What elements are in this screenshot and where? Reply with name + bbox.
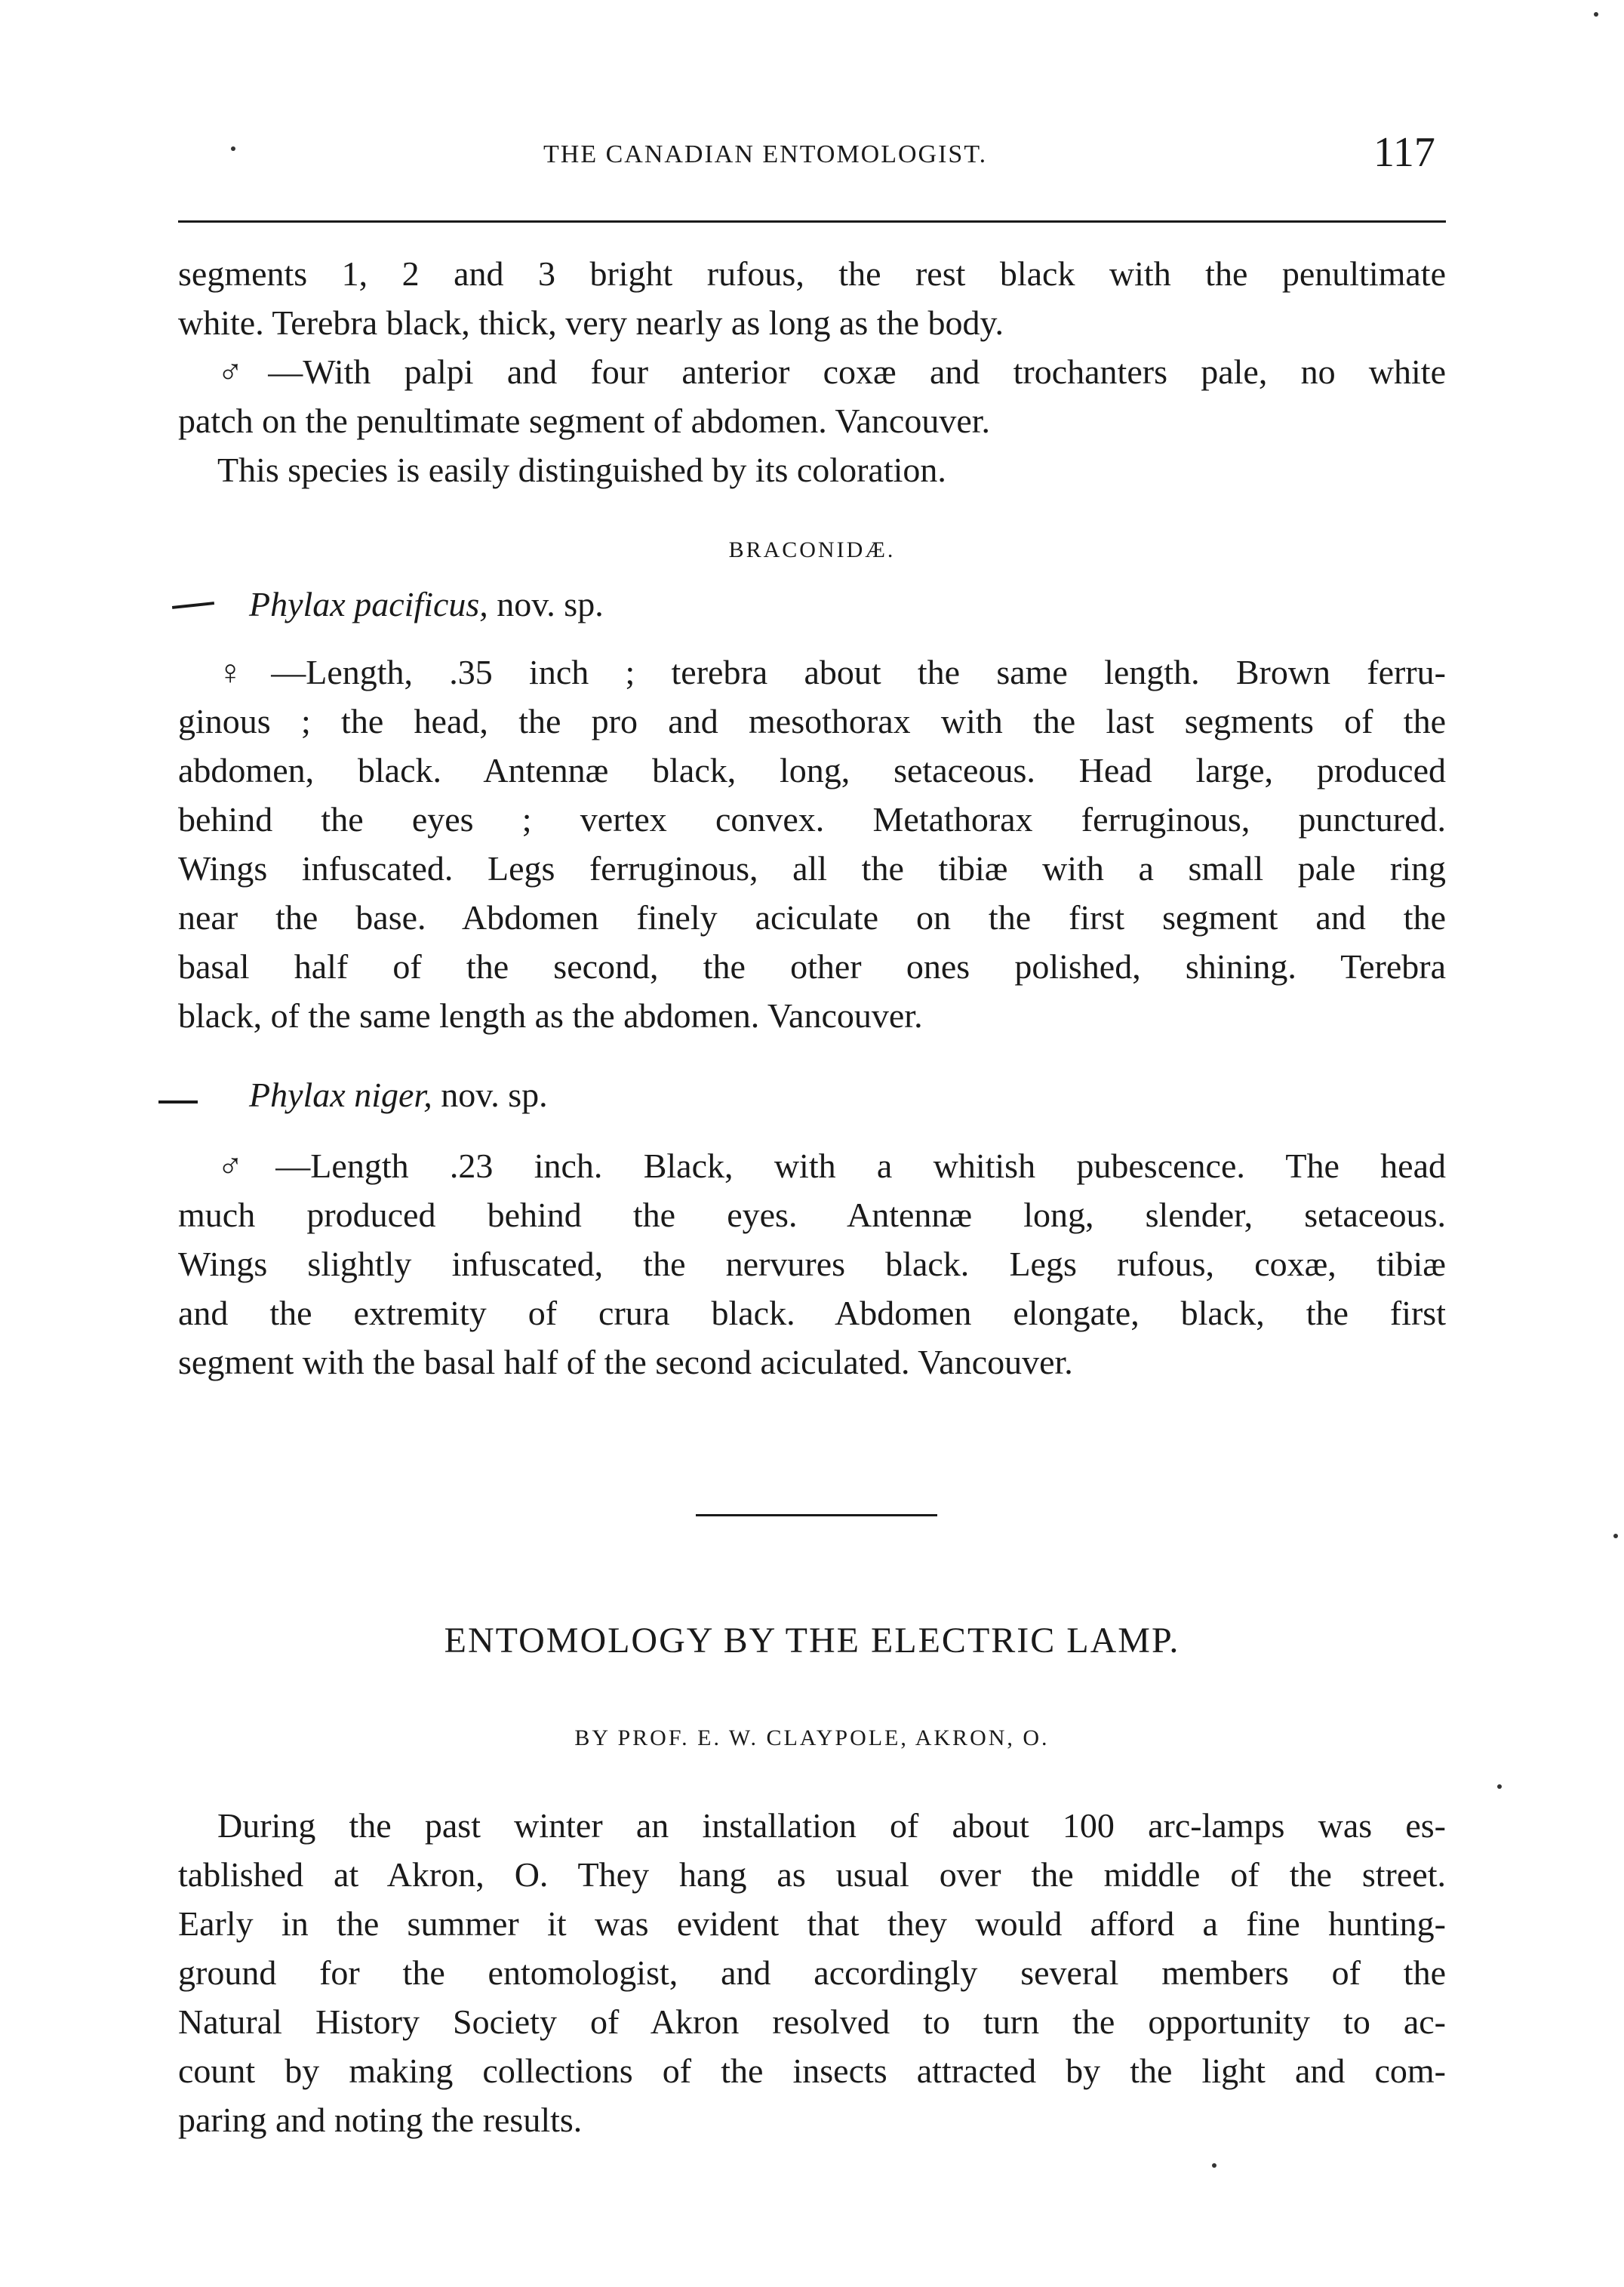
text-line: segments 1, 2 and 3 bright rufous, the rest black with the penultimate (178, 254, 1446, 293)
text-line: ♂—Length .23 inch. Black, with a whitish pubescence. The head (217, 1147, 1446, 1185)
species-suffix: nov. sp. (488, 585, 604, 623)
text-line: Natural History Society of Akron resolved to turn the opportunity to ac- (178, 2002, 1446, 2041)
article-byline: BY PROF. E. W. CLAYPOLE, AKRON, O. (574, 1725, 1050, 1750)
text-line: count by making collections of the insects attracted by the light and com- (178, 2052, 1446, 2090)
text-line: abdomen, black. Antennæ black, long, setaceous. Head large, produced (178, 751, 1446, 790)
text-line: Wings infuscated. Legs ferruginous, all the tibiæ with a small pale ring (178, 849, 1446, 888)
scan-speck (1212, 2163, 1216, 2168)
species-description (178, 1141, 1446, 1387)
text-line: Early in the summer it was evident that they would afford a fine hunting- (178, 1904, 1446, 1943)
text-line: ground for the entomologist, and accordingly several members of the (178, 1953, 1446, 1992)
text-line: white. Terebra black, thick, very nearly as long as the body. (178, 303, 1004, 342)
margin-mark (172, 602, 214, 609)
running-header: THE CANADIAN ENTOMOLOGIST. (543, 140, 988, 168)
text-line: Wings slightly infuscated, the nervures black. Legs rufous, coxæ, tibiæ (178, 1245, 1446, 1283)
species-heading (249, 1075, 548, 1115)
text-line: ♂—With palpi and four anterior coxæ and trochanters pale, no white (217, 352, 1446, 391)
text-line: near the base. Abdomen finely aciculate on the first segment and the (178, 898, 1446, 937)
text-line: During the past winter an installation of about 100 arc-lamps was es- (217, 1806, 1446, 1845)
margin-mark (158, 1100, 198, 1103)
species-name: Phylax niger, (249, 1076, 432, 1114)
scan-speck (1613, 1534, 1618, 1538)
text-line: and the extremity of crura black. Abdomen elongate, black, the first (178, 1294, 1446, 1332)
text-line: This species is easily distinguished by its coloration. (217, 451, 946, 489)
species-heading (249, 584, 604, 624)
page-number: 117 (1373, 129, 1435, 176)
species-suffix: nov. sp. (432, 1076, 548, 1114)
section-heading: BRACONIDÆ. (728, 537, 896, 562)
text-line: black, of the same length as the abdomen. Vancouver. (178, 996, 923, 1035)
text-line: tablished at Akron, O. They hang as usual over the middle of the street. (178, 1855, 1446, 1894)
text-line: paring and noting the results. (178, 2101, 583, 2139)
section-separator (696, 1514, 937, 1516)
text-line: basal half of the second, the other ones polished, shining. Terebra (178, 947, 1446, 986)
scan-speck (1497, 1784, 1502, 1789)
continuation-paragraph (178, 249, 1446, 494)
text-line: patch on the penultimate segment of abdomen. Vancouver. (178, 402, 991, 440)
text-line: ♀—Length, .35 inch ; terebra about the same length. Brown ferru- (217, 653, 1446, 691)
scan-speck (231, 146, 235, 151)
text-line: behind the eyes ; vertex convex. Metathorax ferruginous, punctured. (178, 800, 1446, 839)
text-line: ginous ; the head, the pro and mesothorax with the last segments of the (178, 702, 1446, 740)
article-title: ENTOMOLOGY BY THE ELECTRIC LAMP. (444, 1621, 1180, 1661)
species-name: Phylax pacificus, (249, 585, 488, 623)
text-line: much produced behind the eyes. Antennæ long, slender, setaceous. (178, 1196, 1446, 1234)
text-line: segment with the basal half of the second aciculated. Vancouver. (178, 1343, 1073, 1381)
scan-speck (1594, 12, 1598, 17)
header-rule (178, 220, 1446, 223)
article-paragraph (178, 1801, 1446, 2144)
species-description (178, 648, 1446, 1040)
